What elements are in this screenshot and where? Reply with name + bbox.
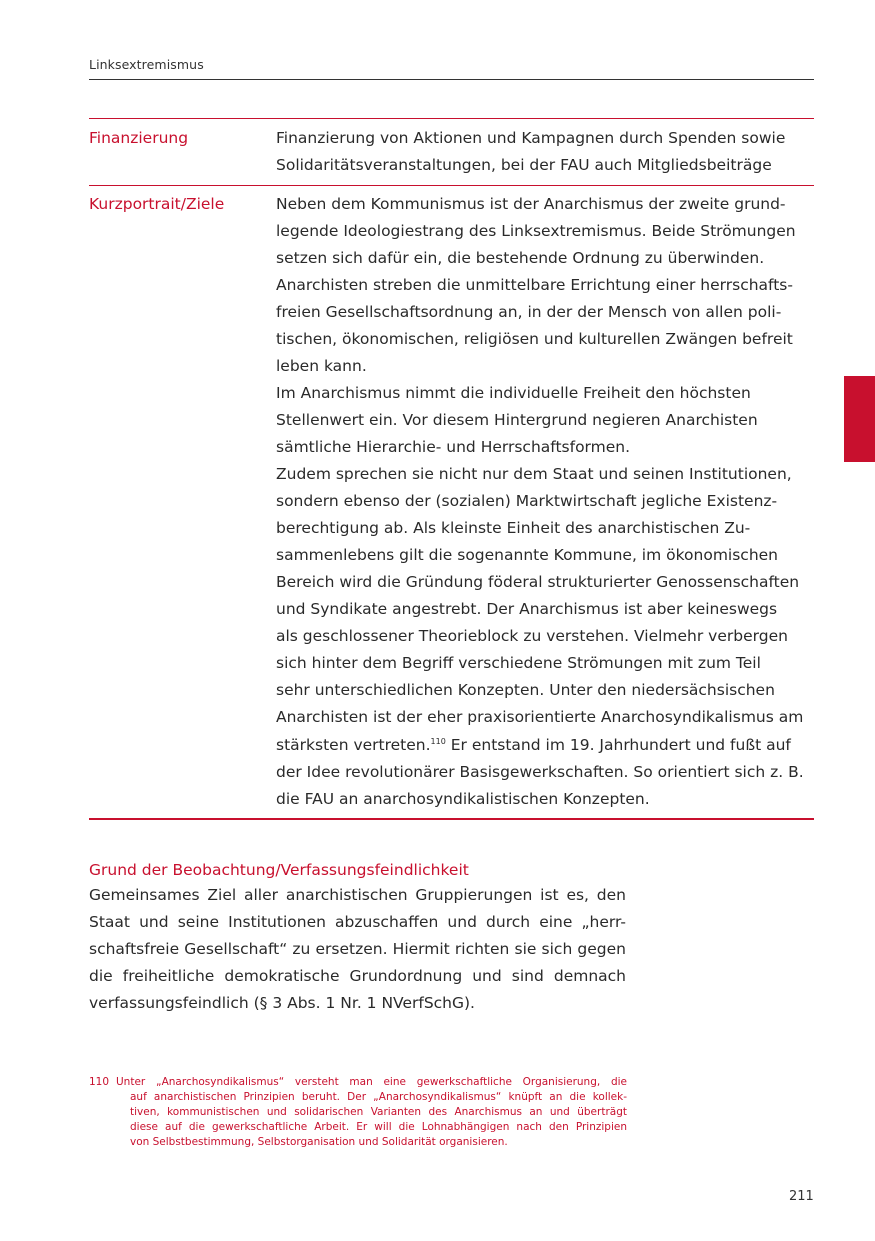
kurz-line: Bereich wird die Gründung föderal strukturierter Genossenschaften (276, 573, 800, 591)
table-top-rule (89, 118, 814, 119)
kurz-line: berechtigung ab. Als kleinste Einheit des anarchistischen Zu- (276, 519, 751, 537)
section-line: Gemeinsames Ziel aller anarchistischen Gruppierungen ist es, den (89, 886, 626, 904)
kurz-line: Stellenwert ein. Vor diesem Hintergrund negieren Anarchisten (276, 411, 758, 429)
page-number: 211 (789, 1189, 814, 1204)
kurz-line: sich hinter dem Begriff verschiedene Strömungen mit zum Teil (276, 654, 761, 672)
kurzportrait-text-segment: stärksten vertreten. (276, 736, 431, 754)
kurzportrait-text-line: der Idee revolutionärer Basisgewerkschaften. So orientiert sich z. B. (276, 763, 804, 781)
kurz-line: legende Ideologiestrang des Linksextremismus. Beide Strömungen (276, 222, 796, 240)
running-head: Linksextremismus (89, 57, 204, 72)
table-bottom-rule (89, 818, 814, 820)
kurz-line: leben kann. (276, 357, 367, 375)
kurz-line: Neben dem Kommunismus ist der Anarchismus der zweite grund- (276, 195, 786, 213)
section-heading: Grund der Beobachtung/Verfassungsfeindlichkeit (89, 861, 469, 879)
kurz-line: setzen sich dafür ein, die bestehende Ordnung zu überwinden. (276, 249, 765, 267)
kurz-line: Anarchisten ist der eher praxisorientierte Anarchosyndikalismus am (276, 708, 804, 726)
row-label-kurzportrait: Kurzportrait/Ziele (89, 195, 225, 213)
section-line: verfassungsfeindlich (§ 3 Abs. 1 Nr. 1 NVerfSchG). (89, 994, 475, 1012)
kurz-line: Anarchisten streben die unmittelbare Errichtung einer herrschafts- (276, 276, 793, 294)
fn-line: Unter „Anarchosyndikalismus“ versteht man eine gewerkschaftliche Organisierung, die (116, 1076, 627, 1088)
fn-line: auf anarchistischen Prinzipien beruht. Der „Anarchosyndikalismus“ knüpft an die kollek- (130, 1091, 627, 1103)
kurz-line: freien Gesellschaftsordnung an, in der der Mensch von allen poli- (276, 303, 782, 321)
chapter-tab-marker (844, 376, 875, 462)
kurzportrait-text-line-footnote (276, 732, 791, 759)
footnote-reference: 110 (430, 736, 446, 746)
kurz-line: sammenlebens gilt die sogenannte Kommune, im ökonomischen (276, 546, 779, 564)
table-row-rule (89, 185, 814, 186)
section-line: die freiheitliche demokratische Grundordnung und sind demnach (89, 967, 626, 985)
kurz-line: sämtliche Hierarchie- und Herrschaftsformen. (276, 438, 631, 456)
footnote-number: 110 (89, 1076, 110, 1088)
kurz-line: als geschlossener Theorieblock zu verstehen. Vielmehr verbergen (276, 627, 788, 645)
finanzierung-text-line: Finanzierung von Aktionen und Kampagnen durch Spenden sowie (276, 129, 786, 147)
kurzportrait-text-line: die FAU an anarchosyndikalistischen Konzepten. (276, 790, 650, 808)
header-rule (89, 79, 814, 80)
row-label-finanzierung: Finanzierung (89, 129, 189, 147)
section-line: schaftsfreie Gesellschaft“ zu ersetzen. Hiermit richten sie sich gegen (89, 940, 626, 958)
finanzierung-text-line: Solidaritätsveranstaltungen, bei der FAU auch Mitgliedsbeiträge (276, 156, 772, 174)
fn-line: diese auf die gewerkschaftliche Arbeit. Er will die Lohnabhängigen nach den Prinzipien (130, 1121, 627, 1133)
fn-line: tiven, kommunistischen und solidarischen Varianten des Anarchismus an und überträgt (130, 1106, 627, 1118)
fn-line: von Selbstbestimmung, Selbstorganisation und Solidarität organisieren. (130, 1136, 508, 1148)
section-line: Staat und seine Institutionen abzuschaffen und durch eine „herr- (89, 913, 626, 931)
kurz-line: sehr unterschiedlichen Konzepten. Unter den niedersächsischen (276, 681, 775, 699)
kurz-line: sondern ebenso der (sozialen) Marktwirtschaft jegliche Existenz- (276, 492, 778, 510)
kurz-line: und Syndikate angestrebt. Der Anarchismus ist aber keineswegs (276, 600, 778, 618)
kurz-line: Im Anarchismus nimmt die individuelle Freiheit den höchsten (276, 384, 751, 402)
kurz-line: tischen, ökonomischen, religiösen und kulturellen Zwängen befreit (276, 330, 793, 348)
kurzportrait-text-segment: Er entstand im 19. Jahrhundert und fußt auf (445, 736, 791, 754)
kurz-line: Zudem sprechen sie nicht nur dem Staat und seinen Institutionen, (276, 465, 792, 483)
